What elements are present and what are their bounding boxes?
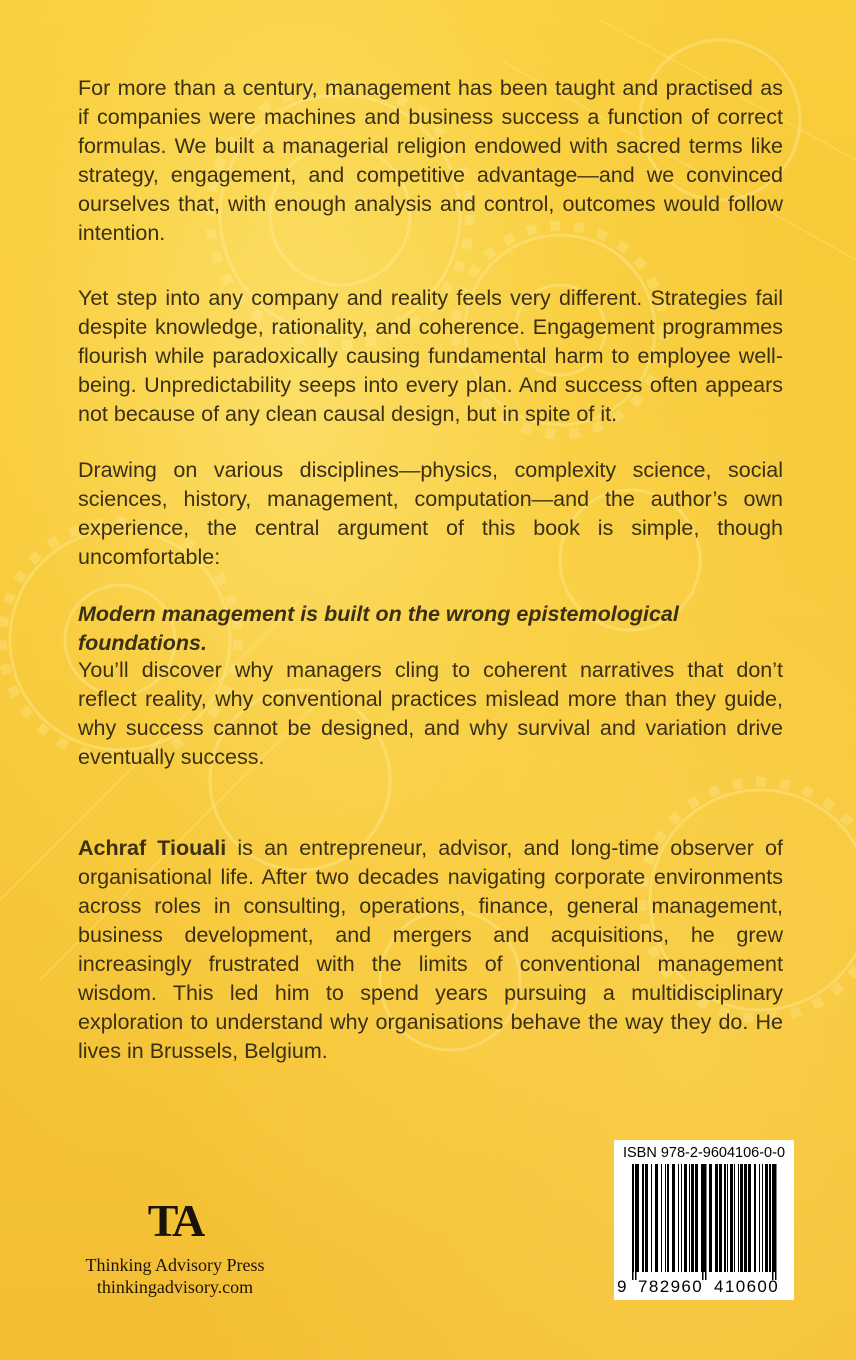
publisher-url: thinkingadvisory.com (96, 1277, 254, 1297)
barcode-bar (695, 1164, 698, 1272)
description-paragraph-2 (78, 284, 783, 429)
barcode-guard-bar (635, 1164, 637, 1280)
author-bio-text (78, 834, 783, 1066)
key-thesis-statement (78, 600, 783, 658)
paragraph-text: For more than a century, management has been taught and practised as if companies were machines and business success a function of correct formulas. We built a managerial religion endowed with sacred terms like strategy, engagement, and competitive advantage—and we convinced ourselves that, with enough analysis and control, outcomes would follow intention. (78, 76, 783, 245)
barcode-digit-first: 9 (617, 1277, 627, 1296)
barcode-bar (719, 1164, 722, 1272)
barcode-bar (672, 1164, 675, 1272)
barcode-digits-right: 410600 (714, 1277, 780, 1296)
barcode-bar (642, 1164, 644, 1272)
barcode-bar (691, 1164, 694, 1272)
barcode-bar (701, 1164, 702, 1272)
barcode-bar (645, 1164, 648, 1272)
barcode-bar (754, 1164, 756, 1272)
barcode-bar (651, 1164, 652, 1272)
barcode-bar (678, 1164, 679, 1272)
author-bio (78, 834, 783, 1066)
author-bio-body: is an entrepreneur, advisor, and long-time observer of organisational life. After two decades navigating corporate environments across roles in consulting, operations, finance, general management, business development, and mergers and acquisitions, he grew increasingly frustrated with the limits of conventional management wisdom. This led him to spend years pursuing a multidisciplinary exploration to understand why organisations behave the way they do. He lives in Brussels, Belgium. (78, 836, 783, 1063)
barcode-bar (740, 1164, 743, 1272)
barcode-bar (661, 1164, 662, 1272)
barcode-guard-bar (775, 1164, 777, 1280)
description-paragraph-1 (78, 74, 783, 248)
barcode-bar (765, 1164, 768, 1272)
barcode-bars (622, 1164, 786, 1280)
description-paragraph-5 (78, 656, 783, 772)
barcode-digits-left: 782960 (638, 1277, 704, 1296)
barcode-guard-bar (705, 1164, 707, 1280)
barcode-bar (681, 1164, 682, 1272)
barcode-bar (655, 1164, 658, 1272)
description-paragraph-3 (78, 456, 783, 572)
paragraph-text: Yet step into any company and reality feels very different. Strategies fail despite knowledge, rationality, and coherence. Engagement programmes flourish while paradoxically causing fundamental harm to employee well-being. Unpredictability seeps into every plan. And success often appears not because of any clean causal design, but in spite of it. (78, 286, 783, 426)
author-name: Achraf Tiouali (78, 836, 227, 860)
barcode-guard-bar (772, 1164, 774, 1280)
thesis-text: Modern management is built on the wrong epistemological foundations. (78, 602, 679, 655)
publisher-block (60, 1196, 290, 1298)
barcode-bar (769, 1164, 771, 1272)
barcode-bar (734, 1164, 735, 1272)
barcode-bar (727, 1164, 728, 1272)
barcode-bar (744, 1164, 747, 1272)
barcode-bar (730, 1164, 733, 1272)
barcode-guard-bar (702, 1164, 704, 1280)
publisher-name: Thinking Advisory Press (85, 1255, 265, 1275)
isbn-barcode (614, 1140, 794, 1300)
paragraph-text: Drawing on various disciplines—physics, complexity science, social sciences, history, management, computation—and the author’s own experience, the central argument of this book is simple, though uncomfortable: (78, 458, 783, 569)
barcode-bar (759, 1164, 760, 1272)
barcode-bar (715, 1164, 718, 1272)
barcode-bar (738, 1164, 739, 1272)
barcode-bar (684, 1164, 687, 1272)
barcode-bar (762, 1164, 763, 1272)
barcode-bar (689, 1164, 690, 1272)
barcode-bar (709, 1164, 712, 1272)
barcode-bar (748, 1164, 751, 1272)
paragraph-text: You’ll discover why managers cling to coherent narratives that don’t reflect reality, why conventional practices mislead more than they guide, why success cannot be designed, and why survival and variation drive eventually success. (78, 658, 783, 769)
isbn-label: ISBN 978-2-9604106-0-0 (622, 1145, 786, 1161)
barcode-bar (667, 1164, 669, 1272)
publisher-logo: TA (147, 1195, 203, 1246)
barcode-guard-bar (632, 1164, 634, 1280)
barcode-bar (665, 1164, 666, 1272)
barcode-bar (724, 1164, 726, 1272)
